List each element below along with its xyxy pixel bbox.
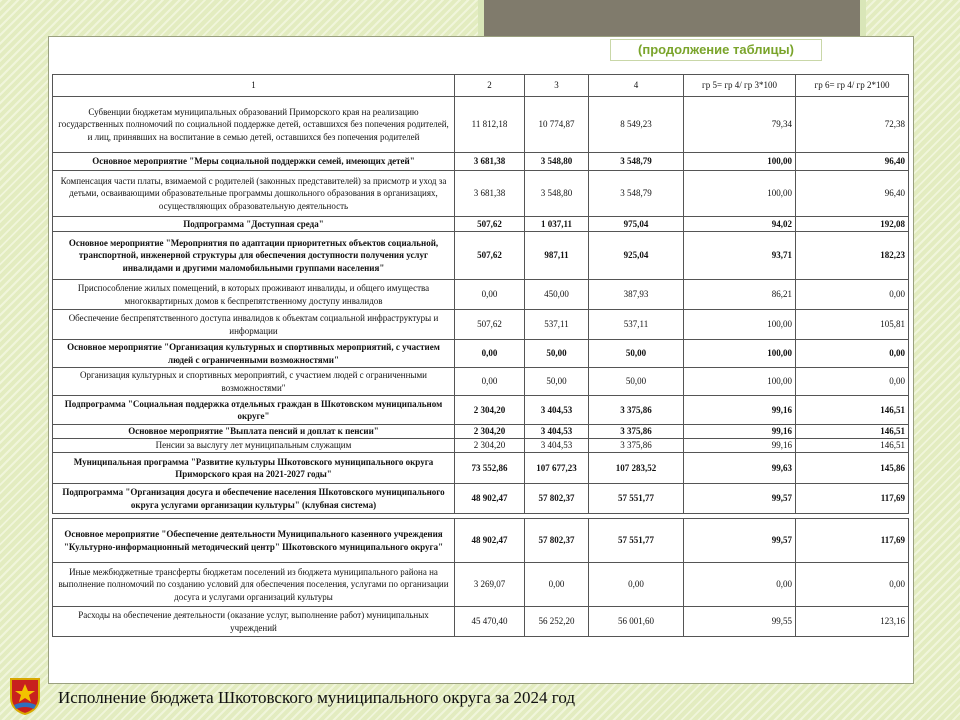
cell-actual: 925,04 [589, 232, 684, 280]
cell-pct-gr5: 100,00 [684, 153, 796, 171]
cell-plan-revised: 10 774,87 [525, 97, 589, 153]
cell-plan-initial: 2 304,20 [455, 439, 525, 453]
row-name: Расходы на обеспечение деятельности (оказание услуг, выполнение работ) муниципальных учреждений [53, 607, 455, 637]
cell-pct-gr6: 0,00 [796, 563, 909, 607]
cell-pct-gr5: 99,16 [684, 396, 796, 425]
cell-pct-gr6: 146,51 [796, 439, 909, 453]
cell-pct-gr5: 99,55 [684, 607, 796, 637]
cell-pct-gr6: 117,69 [796, 519, 909, 563]
table-continuation-label: (продолжение таблицы) [610, 39, 822, 61]
cell-plan-revised: 987,11 [525, 232, 589, 280]
table-row [53, 368, 909, 396]
cell-actual: 107 283,52 [589, 453, 684, 484]
cell-pct-gr5: 100,00 [684, 310, 796, 340]
table-row [53, 453, 909, 484]
cell-plan-revised: 450,00 [525, 280, 589, 310]
cell-actual: 0,00 [589, 563, 684, 607]
cell-actual: 3 548,79 [589, 153, 684, 171]
table-row [53, 425, 909, 439]
cell-actual: 8 549,23 [589, 97, 684, 153]
header-cell: гр 6= гр 4/ гр 2*100 [796, 75, 909, 97]
table-row [53, 396, 909, 425]
cell-plan-initial: 45 470,40 [455, 607, 525, 637]
cell-pct-gr5: 99,16 [684, 439, 796, 453]
row-name: Подпрограмма "Доступная среда" [53, 217, 455, 232]
cell-pct-gr6: 182,23 [796, 232, 909, 280]
cell-plan-revised: 3 548,80 [525, 153, 589, 171]
cell-pct-gr6: 146,51 [796, 396, 909, 425]
row-name: Основное мероприятие "Обеспечение деятельности Муниципального казенного учреждения "Культурно-информационный методический центр" Шкотовского муниципального округа" [53, 519, 455, 563]
table-row [53, 310, 909, 340]
cell-pct-gr6: 96,40 [796, 153, 909, 171]
cell-plan-revised: 537,11 [525, 310, 589, 340]
cell-plan-revised: 3 404,53 [525, 439, 589, 453]
cell-plan-initial: 2 304,20 [455, 396, 525, 425]
footer-title: Исполнение бюджета Шкотовского муниципального округа за 2024 год [58, 688, 575, 707]
cell-pct-gr5: 99,63 [684, 453, 796, 484]
table-row [53, 217, 909, 232]
cell-actual: 387,93 [589, 280, 684, 310]
cell-pct-gr5: 99,16 [684, 425, 796, 439]
table-row [53, 232, 909, 280]
cell-pct-gr5: 93,71 [684, 232, 796, 280]
cell-actual: 50,00 [589, 340, 684, 368]
cell-actual: 3 375,86 [589, 425, 684, 439]
row-name: Организация культурных и спортивных мероприятий, с участием людей с ограниченными возможностями" [53, 368, 455, 396]
cell-plan-revised: 56 252,20 [525, 607, 589, 637]
coat-of-arms-icon [8, 676, 42, 716]
table-row [53, 280, 909, 310]
table-row [53, 484, 909, 514]
header-cell: 4 [589, 75, 684, 97]
table-header-row [53, 75, 909, 97]
table-row [53, 439, 909, 453]
cell-plan-initial: 507,62 [455, 217, 525, 232]
cell-pct-gr5: 100,00 [684, 340, 796, 368]
cell-pct-gr6: 145,86 [796, 453, 909, 484]
row-name: Компенсация части платы, взимаемой с родителей (законных представителей) за присмотр и уход за детьми, осваивающими образовательные программы дошкольного образования в организациях, осуществляющих образовательную деятельность [53, 171, 455, 217]
cell-actual: 975,04 [589, 217, 684, 232]
cell-plan-revised: 57 802,37 [525, 484, 589, 514]
cell-actual: 3 375,86 [589, 396, 684, 425]
row-name: Обеспечение беспрепятственного доступа инвалидов к объектам социальной инфраструктуры и информации [53, 310, 455, 340]
cell-plan-initial: 3 681,38 [455, 153, 525, 171]
cell-pct-gr5: 99,57 [684, 519, 796, 563]
cell-plan-revised: 3 548,80 [525, 171, 589, 217]
cell-plan-revised: 3 404,53 [525, 396, 589, 425]
cell-pct-gr6: 146,51 [796, 425, 909, 439]
cell-pct-gr5: 99,57 [684, 484, 796, 514]
cell-pct-gr6: 0,00 [796, 280, 909, 310]
cell-plan-revised: 50,00 [525, 340, 589, 368]
cell-plan-revised: 50,00 [525, 368, 589, 396]
cell-pct-gr6: 123,16 [796, 607, 909, 637]
cell-plan-revised: 1 037,11 [525, 217, 589, 232]
row-name: Приспособление жилых помещений, в которых проживают инвалиды, и общего имущества многоквартирных домов к беспрепятственному доступу инвалидов [53, 280, 455, 310]
row-name: Подпрограмма "Организация досуга и обеспечение населения Шкотовского муниципального округа услугами организации культуры" (клубная система) [53, 484, 455, 514]
cell-plan-initial: 11 812,18 [455, 97, 525, 153]
cell-plan-initial: 507,62 [455, 232, 525, 280]
cell-actual: 3 375,86 [589, 439, 684, 453]
cell-actual: 57 551,77 [589, 519, 684, 563]
cell-plan-initial: 3 269,07 [455, 563, 525, 607]
cell-pct-gr5: 94,02 [684, 217, 796, 232]
row-name: Подпрограмма "Социальная поддержка отдельных граждан в Шкотовском муниципальном округе" [53, 396, 455, 425]
row-name: Основное мероприятие "Меры социальной поддержки семей, имеющих детей" [53, 153, 455, 171]
budget-table [52, 74, 909, 637]
cell-actual: 56 001,60 [589, 607, 684, 637]
header-cell: 3 [525, 75, 589, 97]
cell-plan-initial: 0,00 [455, 340, 525, 368]
cell-pct-gr5: 86,21 [684, 280, 796, 310]
cell-plan-initial: 73 552,86 [455, 453, 525, 484]
row-name: Основное мероприятие "Мероприятия по адаптации приоритетных объектов социальной, транспортной, инженерной структуры для обеспечения доступности получения услуг инвалидами и другими маломобильными группами населения" [53, 232, 455, 280]
row-name: Пенсии за выслугу лет муниципальным служащим [53, 439, 455, 453]
cell-actual: 57 551,77 [589, 484, 684, 514]
header-cell: гр 5= гр 4/ гр 3*100 [684, 75, 796, 97]
table-row [53, 171, 909, 217]
cell-plan-initial: 0,00 [455, 280, 525, 310]
cell-pct-gr5: 100,00 [684, 171, 796, 217]
table-row [53, 563, 909, 607]
cell-plan-initial: 3 681,38 [455, 171, 525, 217]
cell-actual: 537,11 [589, 310, 684, 340]
row-name: Основное мероприятие "Организация культурных и спортивных мероприятий, с участием людей с ограниченными возможностями" [53, 340, 455, 368]
cell-pct-gr6: 192,08 [796, 217, 909, 232]
row-name: Субвенции бюджетам муниципальных образований Приморского края на реализацию государственных полномочий по социальной поддержке детей, оставшихся без попечения родителей, и лиц, принявших на воспитание в семью детей, оставшихся без попечения родителей [53, 97, 455, 153]
cell-plan-revised: 3 404,53 [525, 425, 589, 439]
row-name: Основное мероприятие "Выплата пенсий и доплат к пенсии" [53, 425, 455, 439]
cell-pct-gr6: 117,69 [796, 484, 909, 514]
cell-plan-revised: 107 677,23 [525, 453, 589, 484]
cell-pct-gr6: 105,81 [796, 310, 909, 340]
header-cell: 1 [53, 75, 455, 97]
cell-plan-revised: 57 802,37 [525, 519, 589, 563]
cell-pct-gr5: 100,00 [684, 368, 796, 396]
table-row [53, 97, 909, 153]
cell-actual: 3 548,79 [589, 171, 684, 217]
cell-actual: 50,00 [589, 368, 684, 396]
table-row [53, 153, 909, 171]
header-cell: 2 [455, 75, 525, 97]
cell-pct-gr5: 79,34 [684, 97, 796, 153]
row-name: Муниципальная программа "Развитие культуры Шкотовского муниципального округа Приморского края на 2021-2027 годы" [53, 453, 455, 484]
cell-plan-initial: 0,00 [455, 368, 525, 396]
table-row [53, 607, 909, 637]
table-row [53, 340, 909, 368]
cell-plan-initial: 48 902,47 [455, 519, 525, 563]
cell-pct-gr6: 0,00 [796, 368, 909, 396]
table-row [53, 519, 909, 563]
cell-plan-initial: 2 304,20 [455, 425, 525, 439]
cell-pct-gr6: 72,38 [796, 97, 909, 153]
cell-plan-initial: 48 902,47 [455, 484, 525, 514]
cell-pct-gr5: 0,00 [684, 563, 796, 607]
cell-plan-revised: 0,00 [525, 563, 589, 607]
cell-plan-initial: 507,62 [455, 310, 525, 340]
cell-pct-gr6: 0,00 [796, 340, 909, 368]
row-name: Иные межбюджетные трансферты бюджетам поселений из бюджета муниципального района на выполнение полномочий по созданию условий для обеспечения поселения, услугами по организации досуга и услугами организаций культуры [53, 563, 455, 607]
cell-pct-gr6: 96,40 [796, 171, 909, 217]
